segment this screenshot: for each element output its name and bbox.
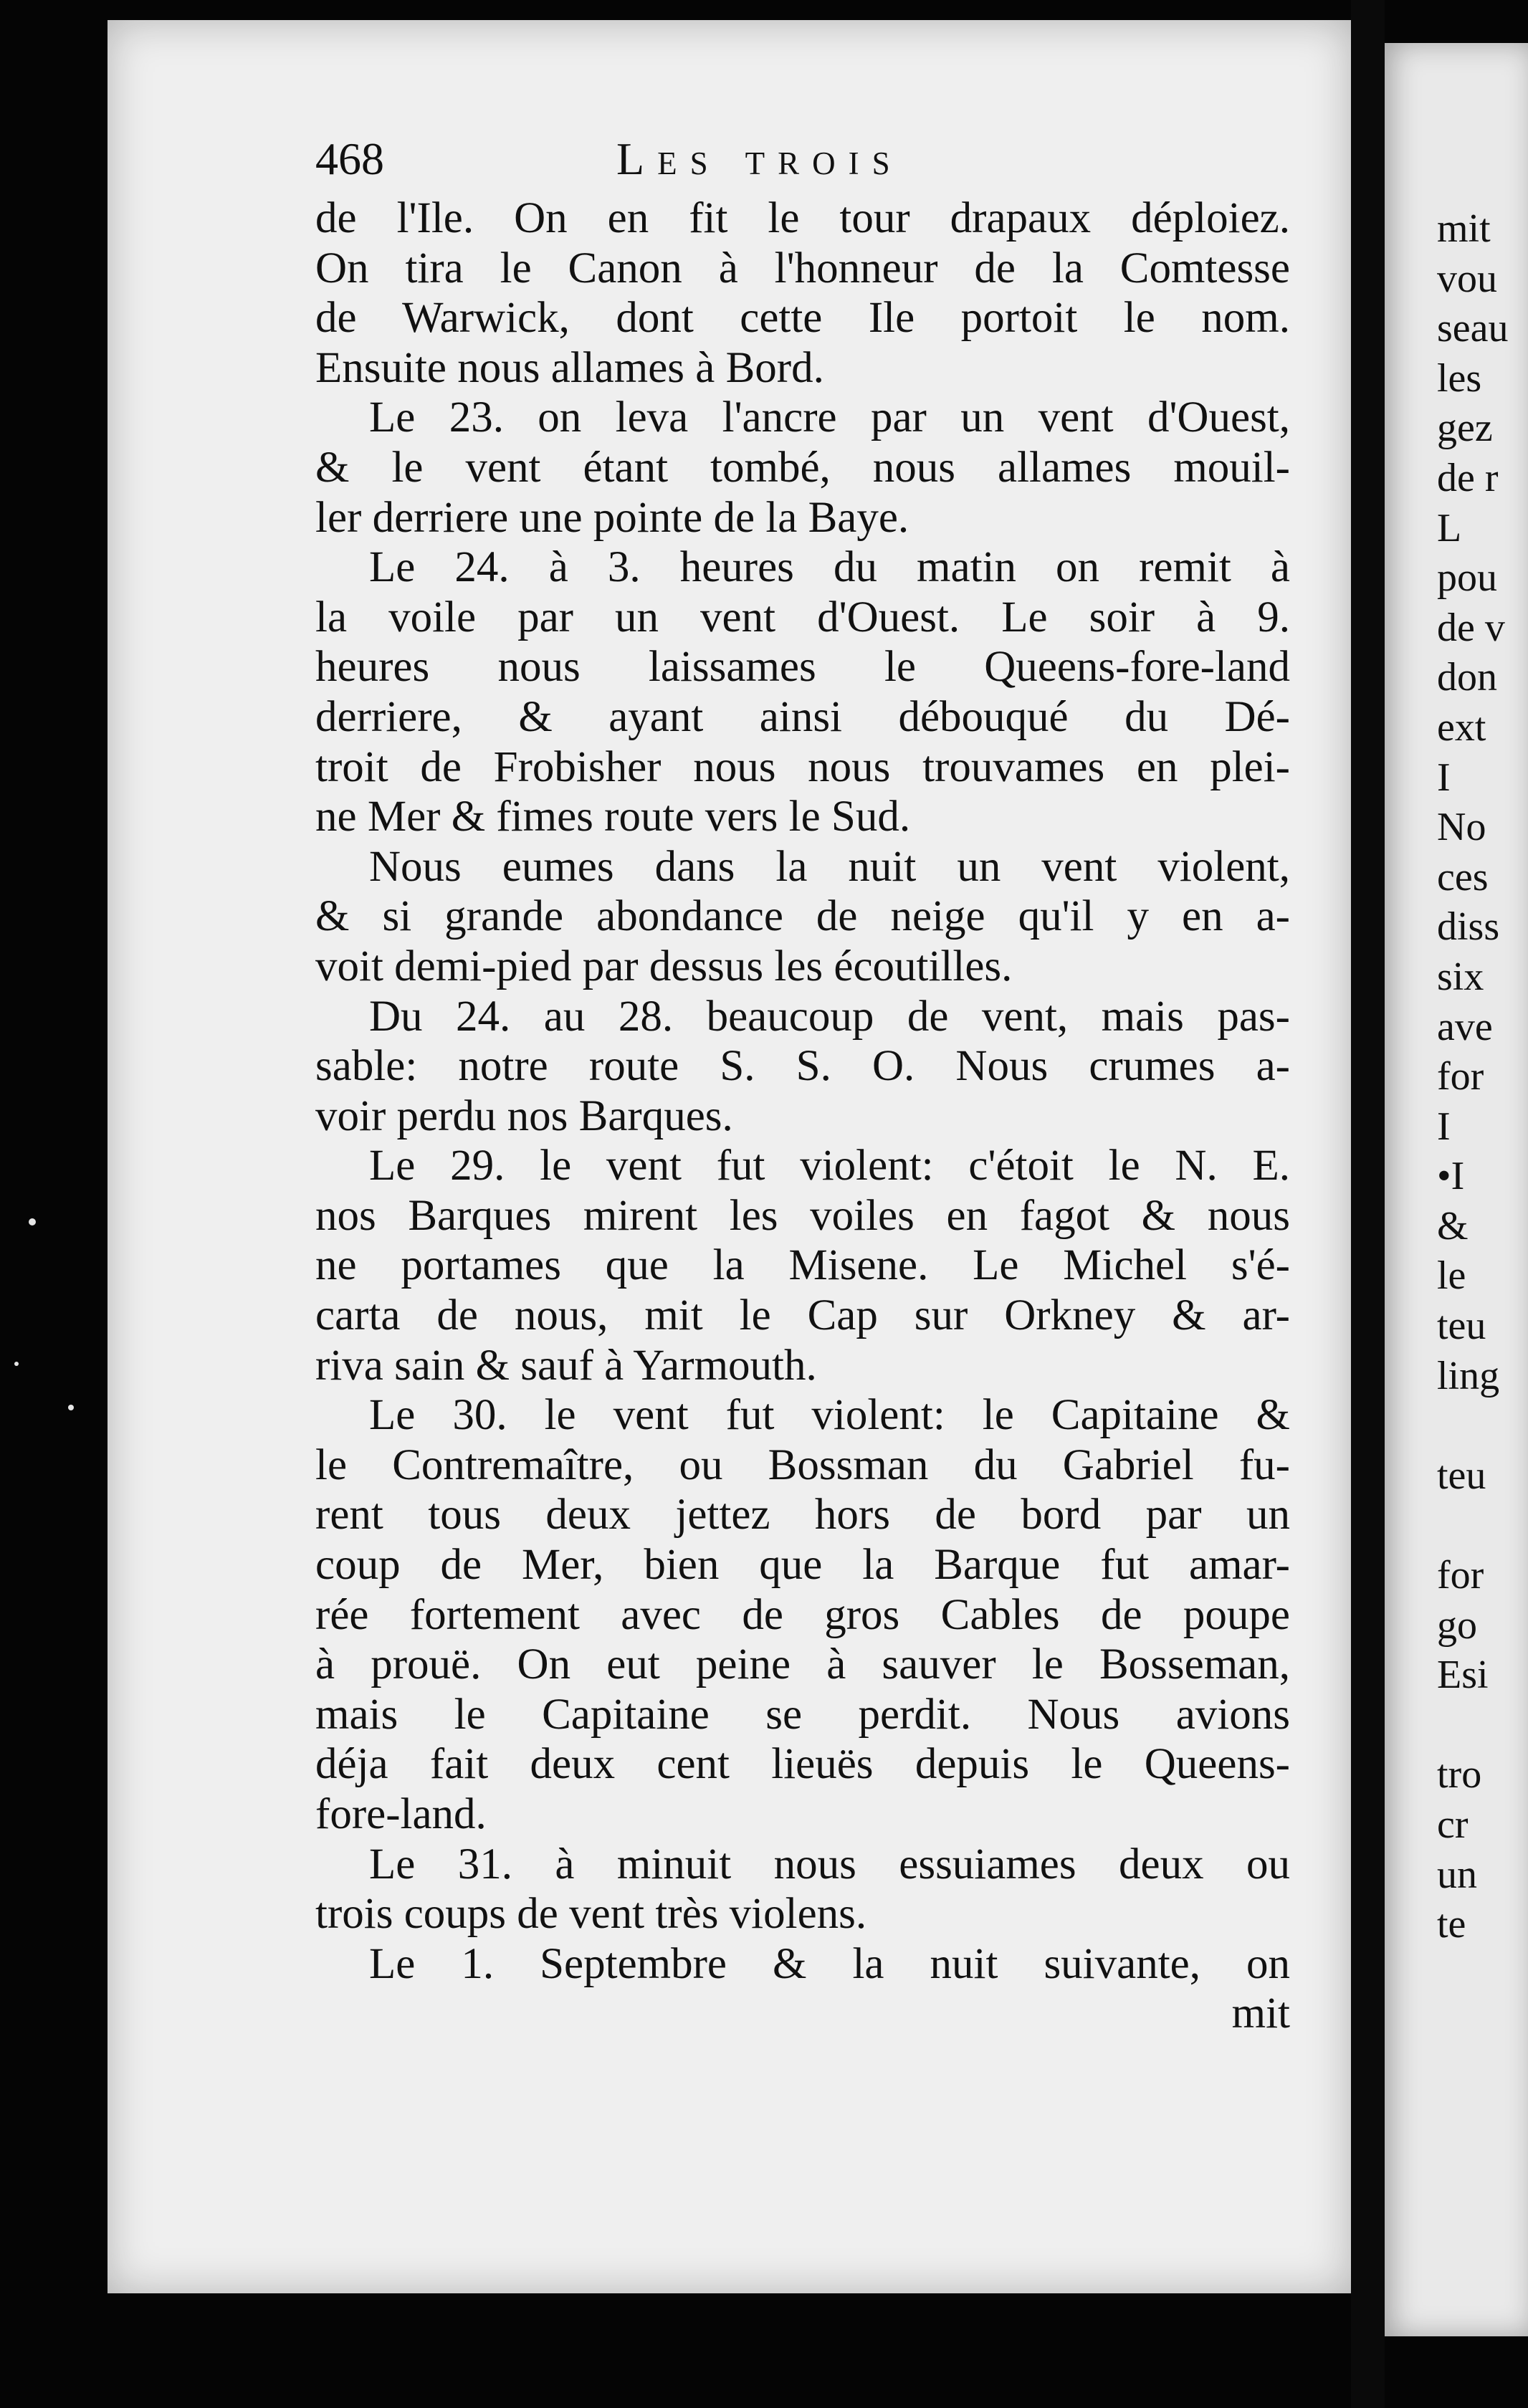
fragment-line: ces	[1437, 854, 1489, 899]
fragment-line: teu	[1437, 1304, 1486, 1349]
text-line: Le 30. le vent fut violent: le Capitaine &	[369, 1391, 1290, 1440]
text-line: carta de nous, mit le Cap sur Orkney & ar-	[315, 1291, 1290, 1340]
fragment-line: un	[1437, 1852, 1477, 1897]
running-title: Les trois	[616, 133, 903, 184]
text-line: Le 23. on leva l'ancre par un vent d'Ouest,	[369, 393, 1290, 442]
text-line: Ensuite nous allames à Bord.	[315, 343, 824, 392]
fragment-line: le	[1437, 1253, 1466, 1299]
text-line: déja fait deux cent lieuës depuis le Queens-	[315, 1740, 1290, 1789]
text-line: & le vent étant tombé, nous allames mouil-	[315, 443, 1290, 492]
text-line: mais le Capitaine se perdit. Nous avions	[315, 1690, 1290, 1739]
text-line: fore-land.	[315, 1790, 487, 1838]
text-line: riva sain & sauf à Yarmouth.	[315, 1341, 817, 1390]
text-line: voir perdu nos Barques.	[315, 1091, 733, 1140]
fragment-line: •I	[1437, 1154, 1465, 1199]
fragment-line: I	[1437, 755, 1451, 800]
fragment-line: vou	[1437, 256, 1497, 301]
text-line: sable: notre route S. S. O. Nous crumes a-	[315, 1042, 1290, 1091]
text-line: heures nous laissames le Queens-fore-land	[315, 643, 1290, 692]
fragment-line: &	[1437, 1203, 1469, 1248]
fragment-line: de v	[1437, 605, 1505, 650]
fragment-line: teu	[1437, 1453, 1486, 1498]
body-text	[315, 194, 1290, 2039]
text-line: de Warwick, dont cette Ile portoit le nom.	[315, 294, 1290, 343]
text-line: On tira le Canon à l'honneur de la Comtesse	[315, 244, 1290, 292]
fragment-line: six	[1437, 954, 1484, 999]
fragment-line	[1437, 1501, 1528, 1551]
fragment-line: ext	[1437, 704, 1486, 750]
text-line: Du 24. au 28. beaucoup de vent, mais pas-	[369, 992, 1290, 1041]
fragment-line: No	[1437, 805, 1486, 850]
fragment-line: go	[1437, 1602, 1477, 1648]
text-line: à prouë. On eut peine à sauver le Bosseman,	[315, 1640, 1290, 1689]
fragment-line	[1437, 1701, 1528, 1751]
text-line: la voile par un vent d'Ouest. Le soir à 9.	[315, 593, 1290, 641]
page-number: 468	[315, 133, 384, 184]
fragment-line: ling	[1437, 1353, 1500, 1398]
text-line: troit de Frobisher nous nous trouvames en plei-	[315, 742, 1290, 791]
text-line: rent tous deux jettez hors de bord par un	[315, 1491, 1290, 1539]
text-line: Le 1. Septembre & la nuit suivante, on	[369, 1939, 1290, 1988]
text-line: de l'Ile. On en fit le tour drapaux déploiez.	[315, 194, 1290, 242]
fragment-line: ave	[1437, 1004, 1493, 1049]
fragment-line: de r	[1437, 455, 1499, 500]
fragment-line: for	[1437, 1054, 1484, 1099]
book-gutter	[1351, 0, 1385, 2408]
scan-speck	[14, 1362, 19, 1366]
fragment-line: L	[1437, 505, 1462, 550]
text-line: Le 31. à minuit nous essuiames deux ou	[369, 1840, 1290, 1888]
fragment-line: diss	[1437, 904, 1500, 950]
fragment-line: for	[1437, 1553, 1484, 1598]
scan-speck	[29, 1218, 36, 1226]
text-line: Le 24. à 3. heures du matin on remit à	[369, 543, 1290, 592]
text-line: & si grande abondance de neige qu'il y en a-	[315, 892, 1290, 941]
fragment-line: I	[1437, 1104, 1451, 1149]
fragment-line: don	[1437, 655, 1497, 700]
scan-speck	[68, 1405, 74, 1410]
fragment-line	[1437, 1401, 1528, 1451]
text-line: ne portames que la Misene. Le Michel s'é-	[315, 1241, 1290, 1290]
fragment-line: gez	[1437, 406, 1493, 451]
text-line: Le 29. le vent fut violent: c'étoit le N. E.	[369, 1142, 1290, 1190]
text-line: ne Mer & fimes route vers le Sud.	[315, 793, 911, 841]
page-header	[315, 133, 1333, 197]
catchword: mit	[1231, 1989, 1290, 2038]
fragment-line: tro	[1437, 1752, 1482, 1797]
text-line: nos Barques mirent les voiles en fagot & nous	[315, 1191, 1290, 1240]
fragment-line: cr	[1437, 1802, 1469, 1847]
text-line: rée fortement avec de gros Cables de poupe	[315, 1590, 1290, 1639]
fragment-line: les	[1437, 355, 1482, 401]
fragment-line: mit	[1437, 206, 1491, 251]
fragment-line: te	[1437, 1902, 1466, 1947]
text-line: trois coups de vent très violens.	[315, 1890, 867, 1939]
fragment-line: seau	[1437, 306, 1509, 351]
text-line: coup de Mer, bien que la Barque fut amar-	[315, 1541, 1290, 1590]
text-line: le Contremaître, ou Bossman du Gabriel fu-	[315, 1440, 1290, 1489]
right-page-text-fragments	[1437, 204, 1528, 1950]
text-line: ler derriere une pointe de la Baye.	[315, 493, 909, 542]
fragment-line: Esi	[1437, 1653, 1489, 1698]
fragment-line: pou	[1437, 555, 1497, 601]
text-line: voit demi-pied par dessus les écoutilles.	[315, 942, 1013, 990]
text-line: derriere, & ayant ainsi débouqué du Dé-	[315, 692, 1290, 741]
text-line: Nous eumes dans la nuit un vent violent,	[369, 842, 1290, 891]
